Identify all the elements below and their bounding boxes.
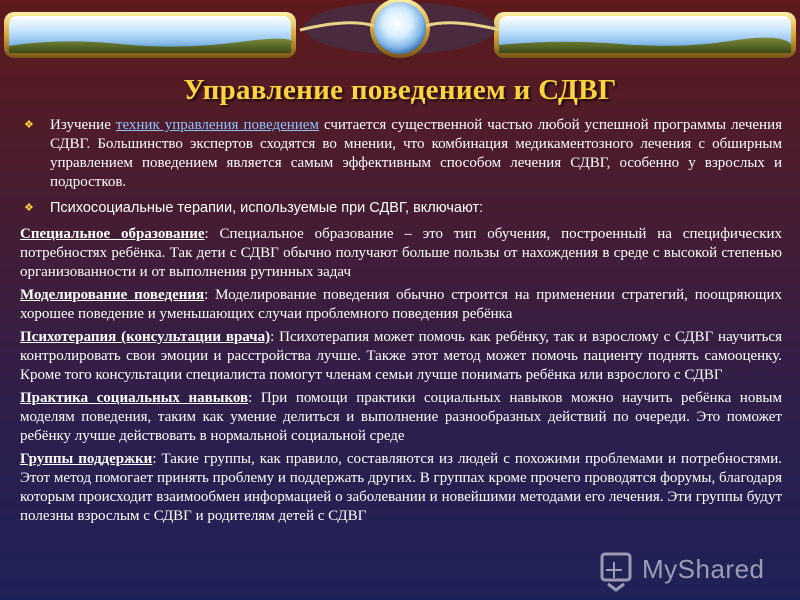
item-text: : Такие группы, как правило, составляются из людей с похожими проблемами и потребностями. Этот метод помогает принять проблему и поддержать других. В группах кроме прочего проводятся форумы, благодаря которым происходит взаимообмен информацией о заболевании и новейшими методами его лечения. Эти группы будут полезны взрослым с СДВГ и родителям детей с СДВГ bbox=[20, 451, 783, 524]
therapy-item-psychotherapy bbox=[20, 328, 782, 385]
therapy-item-support-groups bbox=[20, 450, 782, 526]
item-text: : При помощи практики социальных навыков можно научить ребёнка новым моделям поведения, таким как умение делиться и выполнение разнообразных действий по очереди. Это поможет ребёнку лучше действовать в нормальной социальной среде bbox=[20, 390, 782, 444]
intro-prefix: Изучение bbox=[50, 117, 116, 133]
slide-content bbox=[20, 116, 782, 530]
top-banner bbox=[0, 0, 800, 66]
subheading-text: Психосоциальные терапии, используемые при СДВГ, включают: bbox=[50, 200, 484, 216]
intro-paragraph bbox=[20, 116, 782, 192]
item-text: : Специальное образование – это тип обучения, построенный на специфических потребностях ребёнка. Так дети с СДВГ обычно получают больше пользы от нахождения в среде с высокой степенью организованности и от выполнения рутинных задач bbox=[20, 226, 783, 280]
intro-suffix: считается существенной частью любой успешной программы лечения СДВГ. Большинство экспертов сходятся во мнении, что комбинация медикаментозного лечения с обширным управлением поведением является самым эффективным способом лечения СДВГ, особенно у взрослых и подростков. bbox=[50, 117, 782, 190]
therapy-item-special-education bbox=[20, 225, 782, 282]
slide-title: Управление поведением и СДВГ bbox=[183, 74, 617, 106]
item-heading: Моделирование поведения bbox=[20, 287, 205, 303]
therapy-item-behavior-modeling bbox=[20, 286, 782, 324]
sky-banner-decoration bbox=[0, 0, 800, 66]
diamond-bullet-icon: ❖ bbox=[24, 119, 34, 131]
myshared-watermark bbox=[598, 548, 798, 598]
item-heading: Психотерапия (консультации врача) bbox=[20, 329, 271, 345]
item-heading: Практика социальных навыков bbox=[20, 390, 249, 406]
therapy-item-social-skills bbox=[20, 389, 782, 446]
behavior-techniques-link[interactable]: техник управления поведением bbox=[115, 117, 319, 133]
item-text: : Психотерапия может помочь как ребёнку, так и взрослому с СДВГ научиться контролировать свои эмоции и расстройства лучше. Также этот метод может помочь пациенту поднять самооценку. Кроме того консультации специалиста помогут членам семьи лучше понимать ребёнка или взрослого с СДВГ bbox=[20, 329, 782, 383]
item-text: : Моделирование поведения обычно строится на применении стратегий, поощряющих хорошее поведение и уменьшающих случаи проблемного поведения ребёнка bbox=[20, 287, 782, 322]
watermark-logo-icon bbox=[598, 548, 638, 592]
watermark-text: MyShared bbox=[642, 554, 765, 584]
diamond-bullet-icon: ❖ bbox=[24, 202, 34, 214]
item-heading: Специальное образование bbox=[20, 226, 205, 242]
therapies-subheading bbox=[20, 199, 782, 218]
item-heading: Группы поддержки bbox=[20, 451, 153, 467]
